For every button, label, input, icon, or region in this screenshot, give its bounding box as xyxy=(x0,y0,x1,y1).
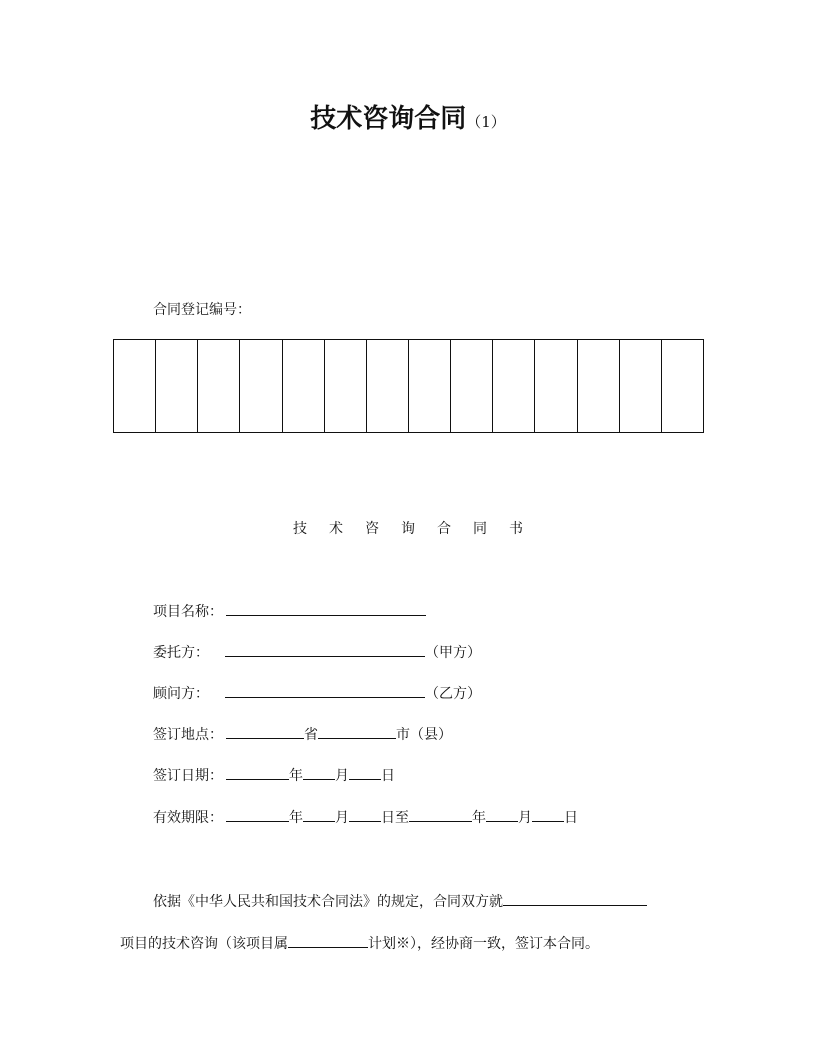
province-label: 省 xyxy=(304,727,318,743)
consultant-blank[interactable] xyxy=(225,683,425,698)
field-label: 有效期限： xyxy=(153,810,223,826)
paragraph-line-1 xyxy=(153,891,647,911)
field-project-name xyxy=(153,601,426,621)
field-place xyxy=(153,724,452,744)
month-label: 月 xyxy=(335,768,349,784)
paragraph-line-2 xyxy=(120,933,599,953)
field-suffix: （乙方） xyxy=(425,686,481,702)
field-date xyxy=(153,765,395,785)
field-label: 项目名称： xyxy=(153,604,223,620)
contract-subtitle: 技术咨询合同书 xyxy=(293,521,545,537)
field-consultant xyxy=(153,683,481,703)
paragraph-text: 计划※），经协商一致，签订本合同。 xyxy=(368,936,599,952)
year-label: 年 xyxy=(472,810,486,826)
registration-digit-cell[interactable] xyxy=(325,340,367,432)
registration-digit-cell[interactable] xyxy=(535,340,577,432)
field-suffix: （甲方） xyxy=(425,645,481,661)
title-suffix: （1） xyxy=(466,113,506,131)
registration-digit-cell[interactable] xyxy=(493,340,535,432)
document-title xyxy=(0,98,816,135)
plan-blank[interactable] xyxy=(288,933,368,948)
registration-number-grid xyxy=(113,339,704,433)
registration-digit-cell[interactable] xyxy=(409,340,451,432)
day-label: 日 xyxy=(564,810,578,826)
year-blank[interactable] xyxy=(226,765,289,780)
field-label: 顾问方： xyxy=(153,686,209,702)
registration-label: 合同登记编号： xyxy=(153,302,251,318)
registration-digit-cell[interactable] xyxy=(620,340,662,432)
registration-digit-cell[interactable] xyxy=(156,340,198,432)
field-client xyxy=(153,642,481,662)
city-label: 市（县） xyxy=(396,727,452,743)
year-label: 年 xyxy=(289,810,303,826)
registration-digit-cell[interactable] xyxy=(451,340,493,432)
start-year-blank[interactable] xyxy=(226,807,289,822)
day-to-label: 日至 xyxy=(381,810,409,826)
field-label: 签订日期： xyxy=(153,768,223,784)
month-blank[interactable] xyxy=(303,765,335,780)
month-label: 月 xyxy=(518,810,532,826)
end-year-blank[interactable] xyxy=(409,807,472,822)
field-label: 签订地点： xyxy=(153,727,223,743)
day-blank[interactable] xyxy=(349,765,381,780)
city-blank[interactable] xyxy=(318,724,396,739)
project-name-blank[interactable] xyxy=(226,601,426,616)
start-month-blank[interactable] xyxy=(303,807,335,822)
registration-digit-cell[interactable] xyxy=(578,340,620,432)
start-day-blank[interactable] xyxy=(349,807,381,822)
end-month-blank[interactable] xyxy=(486,807,518,822)
registration-digit-cell[interactable] xyxy=(198,340,240,432)
field-label: 委托方： xyxy=(153,645,209,661)
day-label: 日 xyxy=(381,768,395,784)
end-day-blank[interactable] xyxy=(532,807,564,822)
client-blank[interactable] xyxy=(225,642,425,657)
project-blank[interactable] xyxy=(503,891,647,906)
registration-digit-cell[interactable] xyxy=(240,340,282,432)
month-label: 月 xyxy=(335,810,349,826)
registration-digit-cell[interactable] xyxy=(114,340,156,432)
year-label: 年 xyxy=(289,768,303,784)
paragraph-text: 项目的技术咨询（该项目属 xyxy=(120,936,288,952)
paragraph-text: 依据《中华人民共和国技术合同法》的规定，合同双方就 xyxy=(153,894,503,910)
field-validity xyxy=(153,807,578,827)
title-main: 技术咨询合同 xyxy=(310,104,467,134)
registration-digit-cell[interactable] xyxy=(283,340,325,432)
registration-digit-cell[interactable] xyxy=(662,340,703,432)
province-blank[interactable] xyxy=(226,724,304,739)
registration-digit-cell[interactable] xyxy=(367,340,409,432)
